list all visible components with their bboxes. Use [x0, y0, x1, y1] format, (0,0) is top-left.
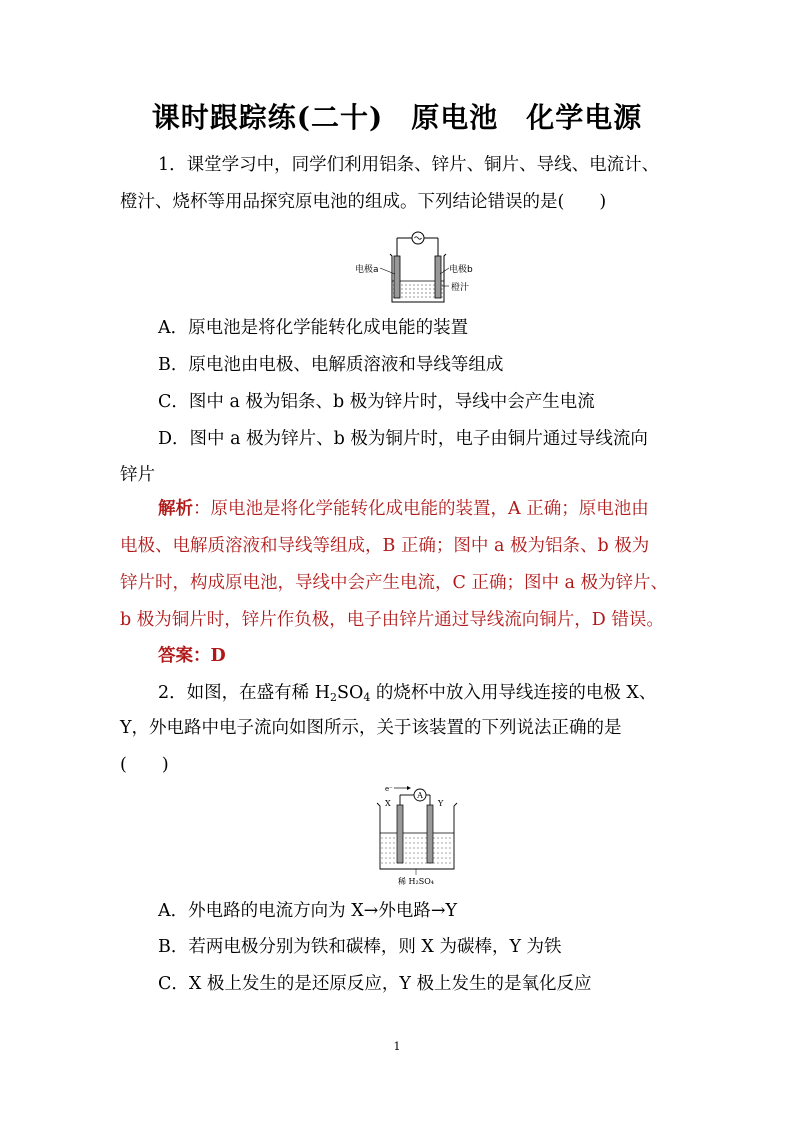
q1-answer-label: 答案	[158, 646, 193, 666]
q1-option-b: B．原电池由电极、电解质溶液和导线等组成	[158, 355, 504, 375]
title-part1: 课时跟踪练(二十)	[151, 101, 384, 134]
title-part3: 化学电源	[526, 101, 643, 134]
page-number: 1	[393, 1040, 401, 1053]
q2-line1-post: 的烧杯中放入用导线连接的电极 X、	[370, 683, 657, 703]
q2-option-a: A．外电路的电流方向为 X→外电路→Y	[158, 901, 458, 921]
q1-option-d-line2: 锌片	[120, 465, 155, 485]
q2-line3: ( )	[120, 755, 169, 775]
page-title	[0, 96, 794, 136]
q2-line1-pre: 2．如图，在盛有稀 H	[158, 683, 330, 703]
q2-label-meter: A	[417, 791, 423, 800]
q1-analysis-line4: b 极为铜片时，锌片作负极，电子由锌片通过导线流向铜片，D 错误。	[120, 610, 664, 630]
q2-line1	[158, 681, 656, 705]
q2-label-electron: e⁻	[385, 785, 393, 793]
title-part2: 原电池	[411, 101, 499, 134]
q1-analysis-line3: 锌片时，构成原电池，导线中会产生电流，C 正确；图中 a 极为锌片、	[120, 573, 669, 593]
q2-label-acid: 稀 H₂SO₄	[398, 877, 434, 886]
q1-analysis-line2: 电极、电解质溶液和导线等组成，B 正确；图中 a 极为铝条、b 极为	[120, 536, 650, 556]
q1-answer	[158, 644, 226, 668]
q1-answer-value: ：D	[193, 646, 226, 666]
q2-electrolytic-cell-diagram	[372, 783, 462, 889]
q1-option-c: C．图中 a 极为铝条、b 极为锌片时，导线中会产生电流	[158, 392, 595, 412]
q2-line1-sub1: 2	[329, 691, 337, 704]
q1-analysis-label: 解析	[158, 499, 193, 519]
q1-analysis-line1	[158, 497, 649, 521]
q1-label-electrode-b: 电极b	[449, 265, 473, 275]
q1-label-electrode-a: 电极a	[355, 265, 379, 275]
q1-option-d-line1: D．图中 a 极为锌片、b 极为铜片时，电子由铜片通过导线流向	[158, 429, 648, 449]
q1-line2: 橙汁、烧杯等用品探究原电池的组成。下列结论错误的是( )	[120, 192, 607, 212]
q1-line1: 1．课堂学习中，同学们利用铝条、锌片、铜片、导线、电流计、	[158, 155, 660, 175]
q1-analysis-text1: ：原电池是将化学能转化成电能的装置，A 正确；原电池由	[193, 499, 649, 519]
q1-galvanic-cell-diagram	[352, 226, 492, 306]
q2-line2: Y，外电路中电子流向如图所示，关于该装置的下列说法正确的是	[120, 718, 622, 738]
q1-option-a: A．原电池是将化学能转化成电能的装置	[158, 318, 469, 338]
q2-option-b: B．若两电极分别为铁和碳棒，则 X 为碳棒，Y 为铁	[158, 937, 562, 957]
q2-label-x: X	[385, 799, 391, 808]
q2-line1-sub2: 4	[363, 691, 371, 704]
q2-label-y: Y	[438, 799, 444, 808]
q2-line1-mid: SO	[336, 683, 364, 703]
q2-option-c: C．X 极上发生的是还原反应，Y 极上发生的是氧化反应	[158, 974, 592, 994]
q1-label-juice: 橙汁	[451, 283, 470, 293]
